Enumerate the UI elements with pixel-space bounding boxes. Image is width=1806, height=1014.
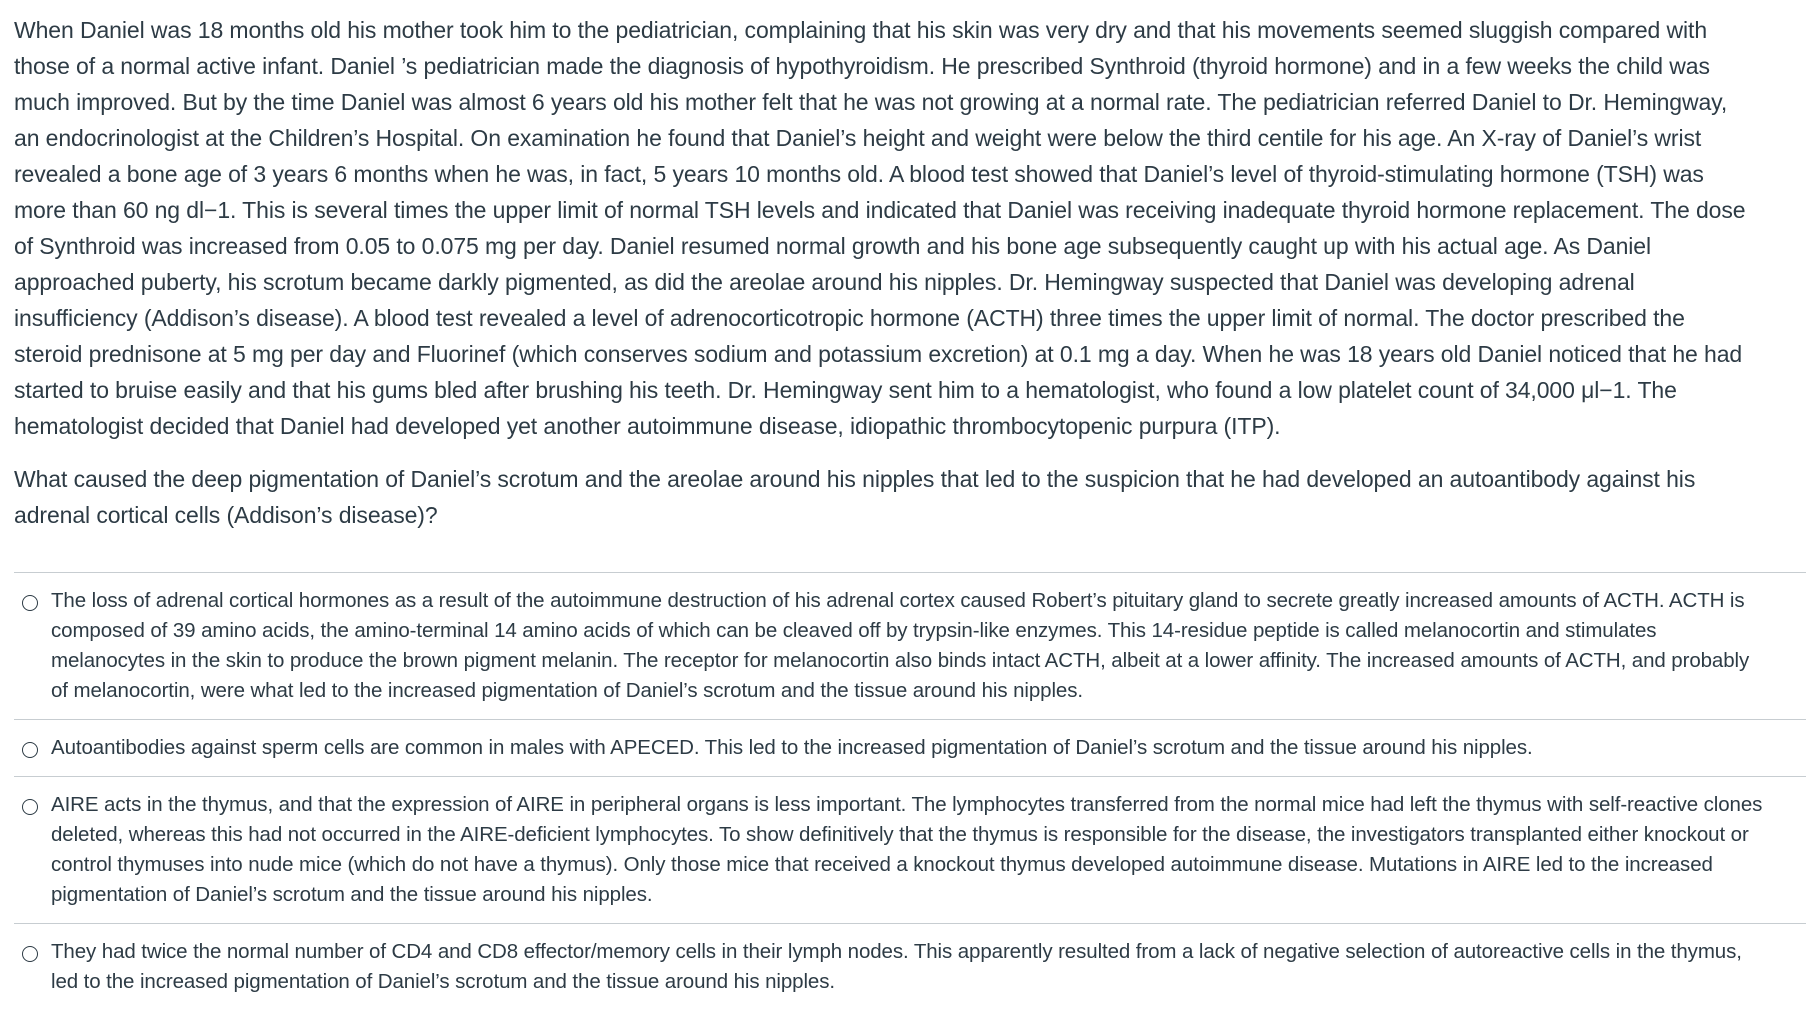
radio-button-icon[interactable] <box>22 946 38 962</box>
radio-button-icon[interactable] <box>22 595 38 611</box>
radio-button-icon[interactable] <box>22 799 38 815</box>
case-passage: When Daniel was 18 months old his mother took him to the pediatrician, complaining that his skin was very dry and that his movements seemed sluggish compared with those of a normal active infant. Daniel ’s pediatrician made the diagnosis of hypothyroidism. He prescribed Synthroid (thyroid hormone) and in a few weeks the child was much improved. But by the time Daniel was almost 6 years old his mother felt that he was not growing at a normal rate. The pediatrician referred Daniel to Dr. Hemingway, an endocrinologist at the Children’s Hospital. On examination he found that Daniel’s height and weight were below the third centile for his age. An X-ray of Daniel’s wrist revealed a bone age of 3 years 6 months when he was, in fact, 5 years 10 months old. A blood test showed that Daniel’s level of thyroid-stimulating hormone (TSH) was more than 60 ng dl−1. This is several times the upper limit of normal TSH levels and indicated that Daniel was receiving inadequate thyroid hormone replacement. The dose of Synthroid was increased from 0.05 to 0.075 mg per day. Daniel resumed normal growth and his bone age subsequently caught up with his actual age. As Daniel approached puberty, his scrotum became darkly pigmented, as did the areolae around his nipples. Dr. Hemingway suspected that Daniel was developing adrenal insufficiency (Addison’s disease). A blood test revealed a level of adrenocorticotropic hormone (ACTH) three times the upper limit of normal. The doctor prescribed the steroid prednisone at 5 mg per day and Fluorinef (which conserves sodium and potassium excretion) at 0.1 mg a day. When he was 18 years old Daniel noticed that he had started to bruise easily and that his gums bled after brushing his teeth. Dr. Hemingway sent him to a hematologist, who found a low platelet count of 34,000 μl−1. The hematologist decided that Daniel had developed yet another autoimmune disease, idiopathic thrombocytopenic purpura (ITP). <box>14 17 1746 439</box>
answer-option-4[interactable] <box>14 923 1806 1010</box>
answer-option-text[interactable]: The loss of adrenal cortical hormones as a result of the autoimmune destruction of his adrenal cortex caused Robert’s pituitary gland to secrete greatly increased amounts of ACTH. ACTH is composed of 39 amino acids, the amino-terminal 14 amino acids of which can be cleaved off by trypsin-like enzymes. This 14-residue peptide is called melanocortin and stimulates melanocytes in the skin to produce the brown pigment melanin. The receptor for melanocortin also binds intact ACTH, albeit at a lower affinity. The increased amounts of ACTH, and probably of melanocortin, were what led to the increased pigmentation of Daniel’s scrotum and the tissue around his nipples. <box>51 589 1750 702</box>
answer-option-1[interactable] <box>14 572 1806 719</box>
answer-options <box>14 572 1806 1010</box>
answer-option-text[interactable]: AIRE acts in the thymus, and that the expression of AIRE in peripheral organs is less important. The lymphocytes transferred from the normal mice had left the thymus with self-reactive clones deleted, whereas this had not occurred in the AIRE-deficient lymphocytes. To show definitively that the thymus is responsible for the disease, the investigators transplanted either knockout or control thymuses into nude mice (which do not have a thymus). Only those mice that received a knockout thymus developed autoimmune disease. Mutations in AIRE led to the increased pigmentation of Daniel’s scrotum and the tissue around his nipples. <box>51 793 1763 906</box>
question-prompt: What caused the deep pigmentation of Daniel’s scrotum and the areolae around his nipples that led to the suspicion that he had developed an autoantibody against his adrenal cortical cells (Addison’s disease)? <box>14 466 1696 528</box>
answer-option-2[interactable] <box>14 719 1806 776</box>
answer-option-text[interactable]: Autoantibodies against sperm cells are common in males with APECED. This led to the increased pigmentation of Daniel’s scrotum and the tissue around his nipples. <box>51 736 1533 759</box>
radio-button-icon[interactable] <box>22 742 38 758</box>
answer-option-3[interactable] <box>14 776 1806 923</box>
answer-option-text[interactable]: They had twice the normal number of CD4 and CD8 effector/memory cells in their lymph nodes. This apparently resulted from a lack of negative selection of autoreactive cells in the thymus, led to the increased pigmentation of Daniel’s scrotum and the tissue around his nipples. <box>51 940 1742 993</box>
